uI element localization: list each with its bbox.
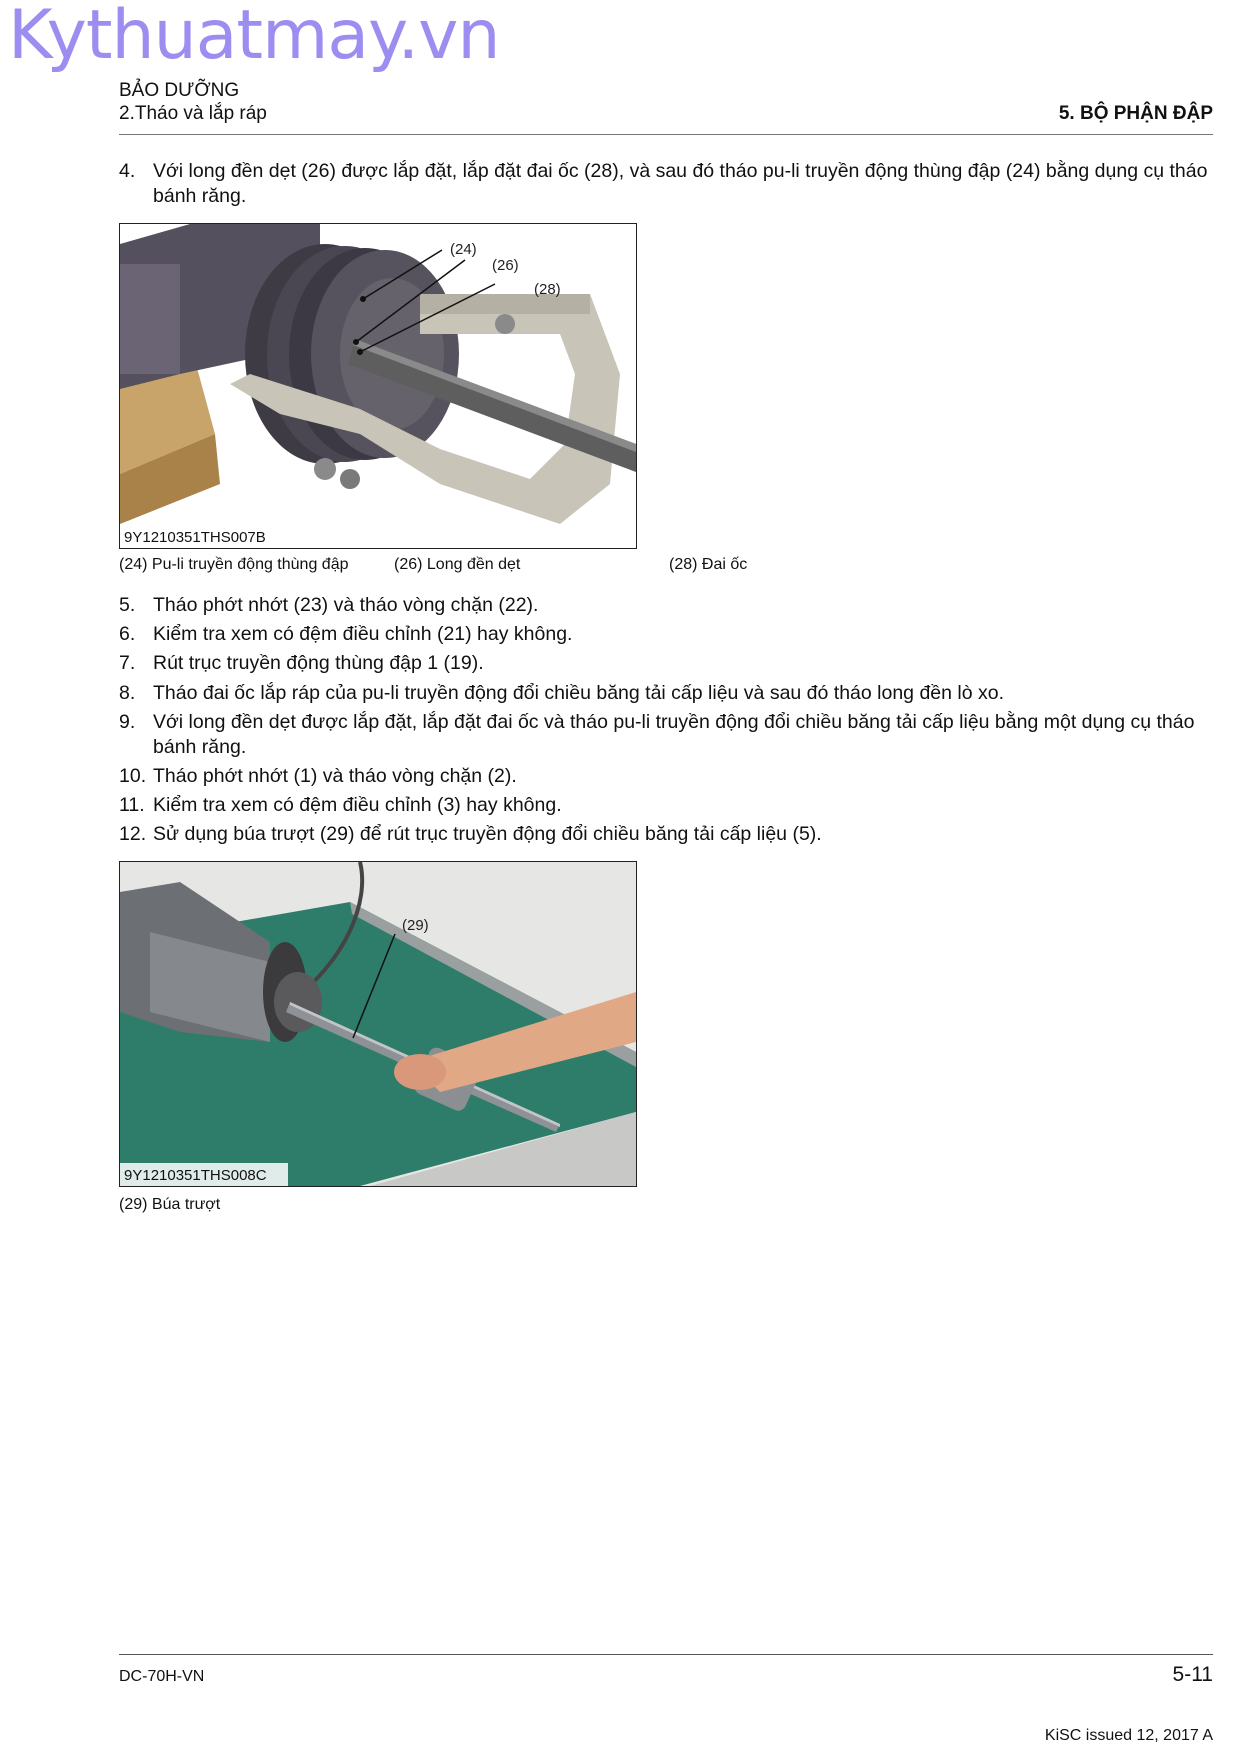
step-number: 10.: [119, 765, 147, 787]
step-8: [119, 681, 1213, 706]
step-9: [119, 710, 1213, 760]
callout-24: (24): [450, 241, 477, 258]
caption-29: (29) Búa trượt: [119, 1196, 221, 1213]
watermark-logo: Kythuatmay.vn: [8, 0, 500, 75]
step-number: 7.: [119, 652, 136, 674]
step-6: [119, 622, 1213, 647]
step-number: 6.: [119, 623, 136, 645]
footer-divider: [119, 1654, 1213, 1655]
step-text: Tháo phớt nhớt (23) và tháo vòng chặn (22).: [153, 594, 539, 616]
header-subsection: 2.Tháo và lắp ráp: [119, 103, 267, 124]
callout-28: (28): [534, 281, 561, 298]
step-text: Rút trục truyền động thùng đập 1 (19).: [153, 652, 484, 674]
header-divider: [119, 134, 1213, 135]
step-number: 11.: [119, 794, 145, 816]
callout-26: (26): [492, 257, 519, 274]
step-text: Với long đền dẹt (26) được lắp đặt, lắp đặt đai ốc (28), và sau đó tháo pu-li truyền động thùng đập (24) bằng dụng cụ tháo bánh răng.: [153, 160, 1208, 207]
figure-code: 9Y1210351THS007B: [124, 529, 266, 546]
step-text: Kiểm tra xem có đệm điều chỉnh (21) hay không.: [153, 623, 573, 645]
step-number: 12.: [119, 823, 147, 845]
caption-24: (24) Pu-li truyền động thùng đập: [119, 556, 349, 573]
step-5: [119, 593, 1213, 618]
step-text: Tháo phớt nhớt (1) và tháo vòng chặn (2).: [153, 765, 517, 787]
step-7: [119, 651, 1213, 676]
callout-29: (29): [402, 917, 429, 934]
step-4: [119, 159, 1213, 209]
step-12: [119, 822, 1213, 847]
pulley-removal-photo: [119, 223, 637, 549]
header-chapter: 5. BỘ PHẬN ĐẬP: [1058, 103, 1213, 124]
figure-code: 9Y1210351THS008C: [124, 1167, 267, 1184]
step-number: 9.: [119, 711, 136, 733]
step-10: [119, 764, 1213, 789]
step-text: Kiểm tra xem có đệm điều chỉnh (3) hay không.: [153, 794, 562, 816]
step-number: 4.: [119, 160, 136, 182]
step-text: Sử dụng búa trượt (29) để rút trục truyền động đổi chiều băng tải cấp liệu (5).: [153, 823, 822, 845]
step-11: [119, 793, 1213, 818]
step-text: Tháo đai ốc lắp ráp của pu-li truyền động đổi chiều băng tải cấp liệu và sau đó tháo long đền lò xo.: [153, 682, 1005, 704]
header-section: BẢO DƯỠNG: [119, 80, 240, 101]
step-number: 5.: [119, 594, 136, 616]
caption-28: (28) Đai ốc: [669, 556, 748, 573]
issue-note: KiSC issued 12, 2017 A: [1044, 1727, 1213, 1744]
caption-26: (26) Long đền dẹt: [394, 556, 521, 573]
page-number: 5-11: [1172, 1663, 1213, 1686]
step-text: Với long đền dẹt được lắp đặt, lắp đặt đai ốc và tháo pu-li truyền động đổi chiều băng tải cấp liệu bằng một dụng cụ tháo bánh răng.: [153, 711, 1195, 758]
step-number: 8.: [119, 682, 136, 704]
footer-model: DC-70H-VN: [119, 1668, 205, 1685]
slide-hammer-photo: [119, 861, 637, 1187]
